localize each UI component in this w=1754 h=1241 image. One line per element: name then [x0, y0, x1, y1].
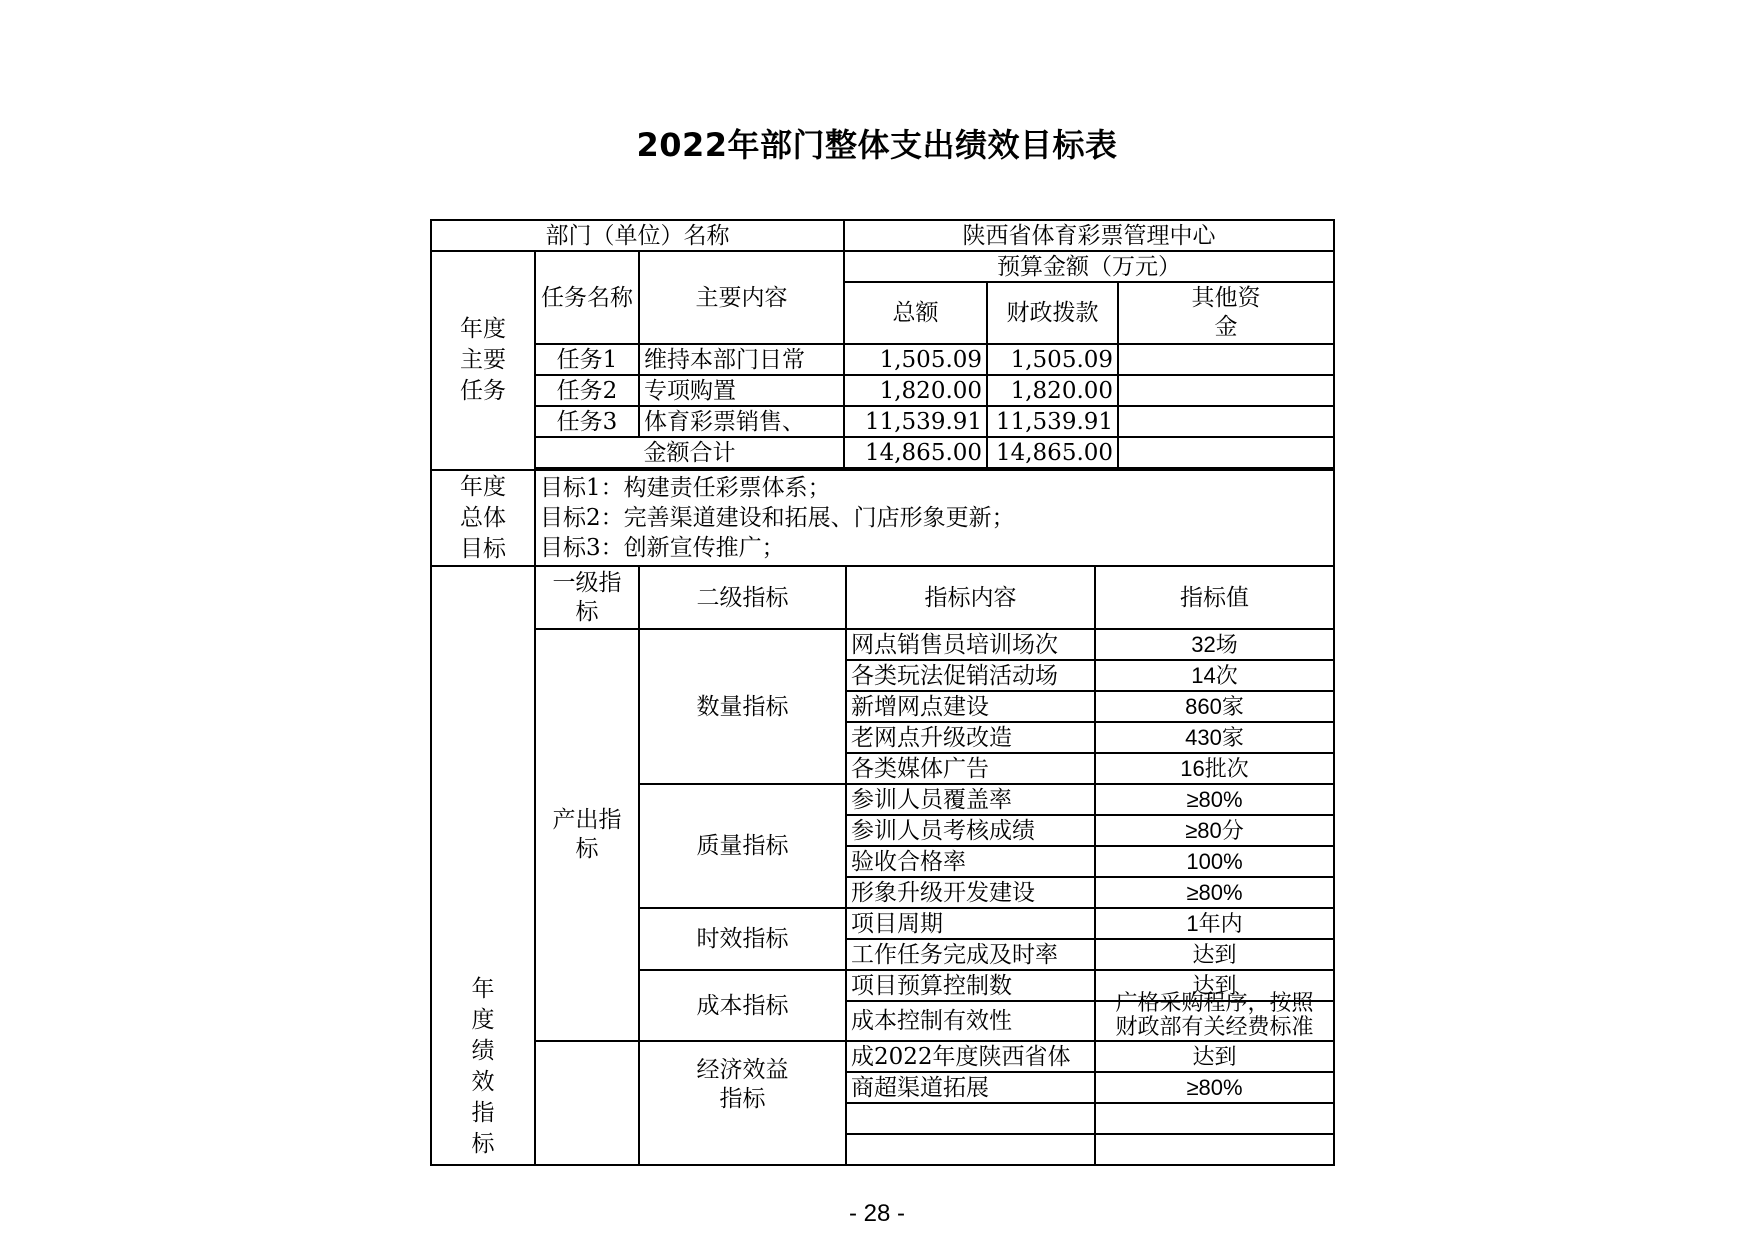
timeliness-label: 时效指标 — [639, 908, 846, 970]
task-name-header: 任务名称 — [535, 251, 639, 344]
level1-header: 一级指 标 — [535, 566, 639, 629]
task-other — [1118, 375, 1334, 406]
indicator-value: 100% — [1095, 846, 1334, 877]
indicator-value: ≥80分 — [1095, 815, 1334, 846]
indicator-value: ≥80% — [1095, 1072, 1334, 1103]
indicator-value: 14次 — [1095, 660, 1334, 691]
performance-target-table — [430, 219, 1335, 567]
indicator-content: 参训人员覆盖率 — [846, 784, 1095, 815]
task-fiscal: 11,539.91 — [987, 406, 1118, 437]
indicator-value-overflow: 广格采购程序，按照 财政部有关经费标准 — [1095, 1001, 1334, 1041]
indicator-content: 成本控制有效性 — [846, 1001, 1095, 1041]
indicator-content: 老网点升级改造 — [846, 722, 1095, 753]
indicator-content: 新增网点建设 — [846, 691, 1095, 722]
cost-label: 成本指标 — [639, 970, 846, 1041]
level2-header: 二级指标 — [639, 566, 846, 629]
sum-total: 14,865.00 — [844, 437, 987, 468]
task-other — [1118, 406, 1334, 437]
indicator-header-row — [431, 566, 1334, 629]
indicator-content: 形象升级开发建设 — [846, 877, 1095, 908]
task-other — [1118, 344, 1334, 375]
indicator-value: 达到 — [1095, 1041, 1334, 1072]
goals-row — [431, 470, 1334, 566]
indicator-value: 达到 — [1095, 939, 1334, 970]
dept-label: 部门（单位）名称 — [431, 220, 844, 251]
indicator-content: 成2022年度陕西省体 — [846, 1041, 1095, 1072]
task-content: 维持本部门日常 — [639, 344, 844, 375]
indicator-content: 参训人员考核成绩 — [846, 815, 1095, 846]
tasks-header-row — [431, 251, 1334, 282]
task-sum-row — [431, 437, 1334, 468]
goals-section-label: 年度 总体 目标 — [431, 470, 535, 566]
task-content: 专项购置 — [639, 375, 844, 406]
task-total: 11,539.91 — [844, 406, 987, 437]
indicator-value: 1年内 — [1095, 908, 1334, 939]
indicator-value: 430家 — [1095, 722, 1334, 753]
page-title: 2022年部门整体支出绩效目标表 — [636, 126, 1118, 164]
indicator-content: 项目预算控制数 — [846, 970, 1095, 1001]
benefit-indicator-label — [535, 1041, 639, 1165]
task-total: 1,820.00 — [844, 375, 987, 406]
goal-item: 目标1：构建责任彩票体系； — [540, 475, 831, 501]
task-row — [431, 375, 1334, 406]
indicator-content: 网点销售员培训场次 — [846, 629, 1095, 660]
indicator-section-label: 年 度 绩 效 指 标 — [431, 566, 535, 1165]
indicator-content: 各类媒体广告 — [846, 753, 1095, 784]
content-header: 主要内容 — [639, 251, 844, 344]
indicator-value: ≥80% — [1095, 784, 1334, 815]
indicator-content: 项目周期 — [846, 908, 1095, 939]
sum-other — [1118, 437, 1334, 468]
goals-list — [535, 470, 1334, 566]
dept-row — [431, 220, 1334, 251]
task-row — [431, 406, 1334, 437]
indicator-value: 860家 — [1095, 691, 1334, 722]
task-row — [431, 344, 1334, 375]
fiscal-header: 财政拨款 — [987, 282, 1118, 344]
performance-table-container — [430, 219, 1333, 1157]
indicator-value: 32场 — [1095, 629, 1334, 660]
sum-label: 金额合计 — [535, 437, 844, 468]
tasks-section-label: 年度 主要 任务 — [431, 251, 535, 470]
indicator-content-header: 指标内容 — [846, 566, 1095, 629]
indicator-row — [431, 1041, 1334, 1072]
total-header: 总额 — [844, 282, 987, 344]
indicator-table — [430, 565, 1335, 1166]
indicator-content: 各类玩法促销活动场 — [846, 660, 1095, 691]
task-fiscal: 1,820.00 — [987, 375, 1118, 406]
task-name: 任务2 — [535, 375, 639, 406]
sum-fiscal: 14,865.00 — [987, 437, 1118, 468]
output-indicator-label: 产出指 标 — [535, 629, 639, 1041]
goal-item: 目标2：完善渠道建设和拓展、门店形象更新； — [540, 505, 1015, 531]
task-content: 体育彩票销售、 — [639, 406, 844, 437]
indicator-row — [431, 629, 1334, 660]
task-name: 任务3 — [535, 406, 639, 437]
task-fiscal: 1,505.09 — [987, 344, 1118, 375]
indicator-content: 验收合格率 — [846, 846, 1095, 877]
indicator-content: 工作任务完成及时率 — [846, 939, 1095, 970]
dept-value: 陕西省体育彩票管理中心 — [844, 220, 1334, 251]
budget-header: 预算金额（万元） — [844, 251, 1334, 282]
indicator-value-header: 指标值 — [1095, 566, 1334, 629]
other-header: 其他资 金 — [1118, 282, 1334, 344]
indicator-value: 达到 — [1095, 970, 1334, 1001]
quantity-label: 数量指标 — [639, 629, 846, 784]
quality-label: 质量指标 — [639, 784, 846, 908]
indicator-value: 16批次 — [1095, 753, 1334, 784]
page-number: - 28 - — [848, 1200, 905, 1227]
task-total: 1,505.09 — [844, 344, 987, 375]
indicator-value: ≥80% — [1095, 877, 1334, 908]
indicator-content: 商超渠道拓展 — [846, 1072, 1095, 1103]
task-name: 任务1 — [535, 344, 639, 375]
goal-item: 目标3：创新宣传推广； — [540, 535, 785, 561]
economic-label: 经济效益 指标 — [639, 1041, 846, 1165]
